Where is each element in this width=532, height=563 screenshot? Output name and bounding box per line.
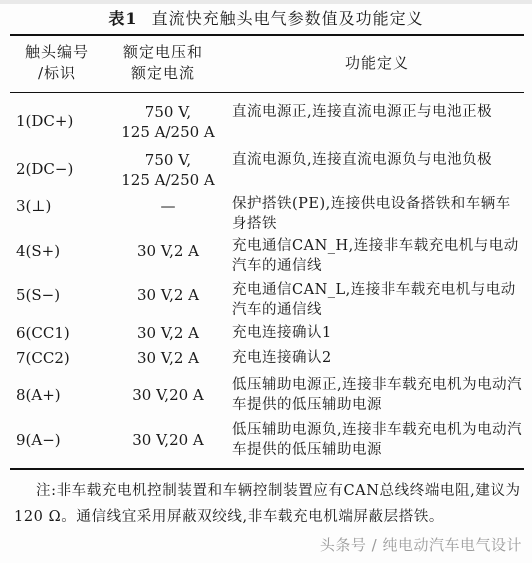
- rating-voltage: 30 V,2 A: [137, 324, 199, 342]
- table-row: [10, 280, 524, 324]
- rating: [100, 323, 236, 343]
- rating-voltage: 30 V,20 A: [132, 386, 204, 404]
- source-watermark: 头条号 / 纯电动汽车电气设计: [319, 536, 522, 554]
- table-top-rule: [10, 34, 524, 36]
- table-row: [10, 194, 524, 238]
- function-definition: 充电通信CAN_L,连接非车载充电机与电动汽车的通信线: [232, 282, 516, 318]
- function-definition: 直流电源正,连接直流电源正与电池正极: [232, 104, 493, 120]
- rating-voltage: 750 V,: [144, 151, 192, 169]
- function-definition: 低压辅助电源正,连接非车载充电机为电动汽车提供的低压辅助电源: [232, 377, 523, 413]
- rating: [100, 196, 236, 216]
- contact-id: 7(CC2): [16, 349, 70, 367]
- rating-voltage: 30 V,20 A: [132, 431, 204, 449]
- rating-current: 125 A/250 A: [121, 123, 215, 141]
- rating: [100, 285, 236, 305]
- contact-id: 3(⊥): [16, 197, 52, 215]
- contact-id: 4(S+): [16, 242, 61, 260]
- contact-id: 1(DC+): [16, 112, 74, 130]
- table-row: [10, 348, 524, 370]
- rating: [100, 348, 236, 368]
- table-header-rule: [10, 92, 524, 93]
- table-caption: [0, 6, 532, 29]
- table-row: [10, 148, 524, 192]
- rating-voltage: —: [160, 197, 176, 215]
- header-rating: [102, 42, 224, 84]
- function-definition: 充电连接确认1: [232, 325, 332, 341]
- table-bottom-rule: [10, 468, 524, 470]
- rating: [100, 430, 236, 450]
- table-row: [10, 236, 524, 280]
- header-rating-line1: 额定电压和: [122, 43, 203, 61]
- header-function: [232, 53, 522, 74]
- table-row: [10, 323, 524, 345]
- table-number: 表1: [108, 9, 138, 28]
- function-definition: 充电连接确认2: [232, 350, 332, 366]
- header-function-label: 功能定义: [344, 54, 409, 72]
- table-row: [10, 100, 524, 144]
- function-definition: 低压辅助电源负,连接非车载充电机为电动汽车提供的低压辅助电源: [232, 422, 523, 458]
- header-rating-line2: 额定电流: [130, 64, 195, 82]
- table-title: 直流快充触头电气参数值及功能定义: [151, 9, 424, 28]
- top-edge-strip: [0, 0, 532, 4]
- header-contact-id-line2: /标识: [37, 64, 77, 82]
- rating: [100, 150, 236, 190]
- table-row: [10, 420, 524, 464]
- contact-id: 6(CC1): [16, 324, 70, 342]
- function-definition: 充电通信CAN_H,连接非车载充电机与电动汽车的通信线: [232, 238, 519, 274]
- table-note: 注:非车载充电机控制装置和车辆控制装置应有CAN总线终端电阻,建议为120 Ω。通信线宜采用屏蔽双绞线,非车载充电机端屏蔽层搭铁。: [14, 483, 521, 525]
- header-contact-id: [12, 42, 102, 84]
- rating-voltage: 30 V,2 A: [137, 242, 199, 260]
- contact-id: 8(A+): [16, 386, 61, 404]
- contact-id: 9(A−): [16, 431, 61, 449]
- function-definition: 保护搭铁(PE),连接供电设备搭铁和车辆车身搭铁: [232, 196, 511, 232]
- function-definition: 直流电源负,连接直流电源负与电池负极: [232, 152, 493, 168]
- rating-voltage: 30 V,2 A: [137, 286, 199, 304]
- rating: [100, 385, 236, 405]
- rating: [100, 102, 236, 142]
- rating-voltage: 750 V,: [144, 103, 192, 121]
- contact-id: 5(S−): [16, 286, 61, 304]
- header-contact-id-line1: 触头编号: [24, 43, 89, 61]
- rating-voltage: 30 V,2 A: [137, 349, 199, 367]
- rating: [100, 241, 236, 261]
- table-row: [10, 375, 524, 419]
- contact-id: 2(DC−): [16, 160, 74, 178]
- rating-current: 125 A/250 A: [121, 171, 215, 189]
